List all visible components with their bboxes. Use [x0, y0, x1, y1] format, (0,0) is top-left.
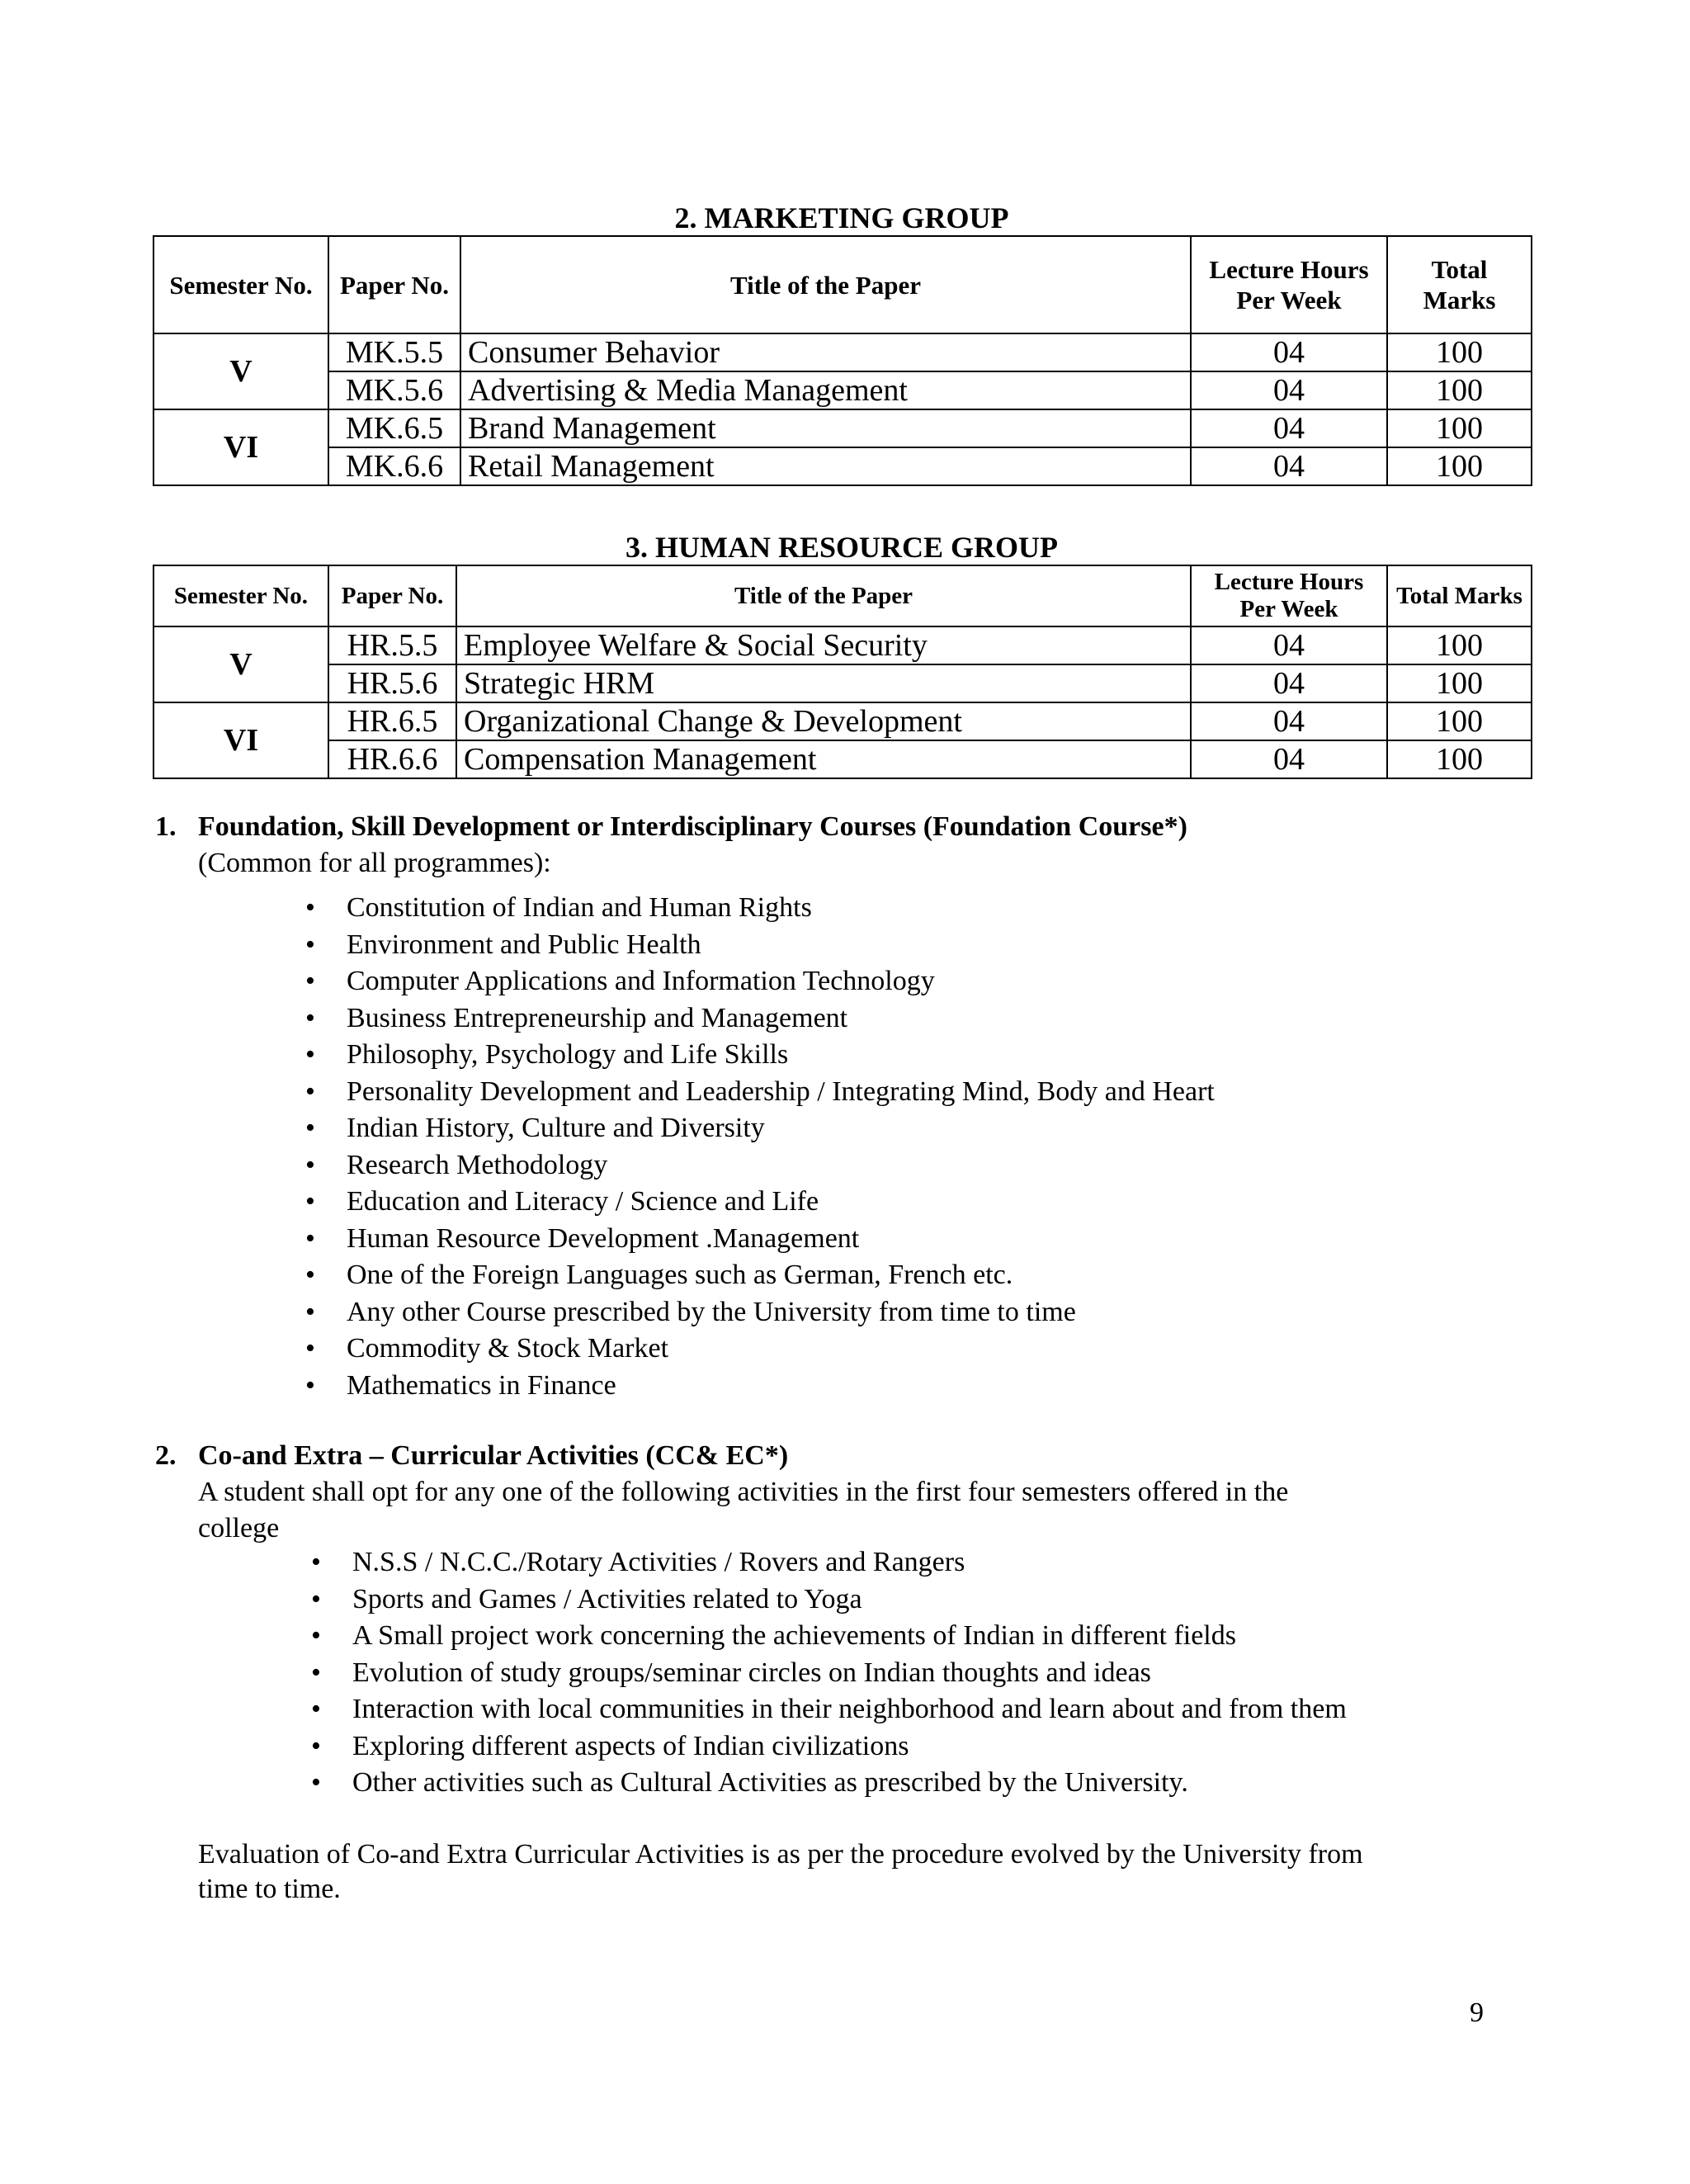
paper-cell: HR.5.5	[328, 626, 456, 664]
hr-table	[153, 565, 1532, 779]
semester-cell: VI	[153, 409, 328, 485]
page-number: 9	[1470, 1997, 1484, 2028]
marks-cell: 100	[1387, 371, 1532, 409]
list-item: • Human Resource Development .Management	[347, 1221, 1215, 1258]
hours-cell: 04	[1191, 447, 1387, 485]
paper-cell: MK.5.5	[328, 333, 460, 371]
list-item: • Sports and Games / Activities related to Yoga	[352, 1581, 1347, 1619]
list-item: • Philosophy, Psychology and Life Skills	[347, 1037, 1215, 1074]
semester-cell: V	[153, 333, 328, 409]
hr-group-title: 3. HUMAN RESOURCE GROUP	[625, 531, 1058, 564]
marks-cell: 100	[1387, 626, 1532, 664]
table-row	[153, 626, 1532, 664]
cocurricular-section	[155, 1438, 1485, 1547]
list-item: • Evolution of study groups/seminar circles on Indian thoughts and ideas	[352, 1655, 1347, 1692]
title-cell: Organizational Change & Development	[456, 702, 1191, 740]
list-item: • Commodity & Stock Market	[347, 1331, 1215, 1368]
semester-cell: VI	[153, 702, 328, 778]
marketing-table	[153, 235, 1532, 486]
marketing-group-title: 2. MARKETING GROUP	[674, 201, 1009, 234]
header-marks: Total Marks	[1387, 236, 1532, 333]
table-row	[153, 664, 1532, 702]
evaluation-paragraph	[198, 1837, 1551, 1907]
list-item: • N.S.S / N.C.C./Rotary Activities / Rovers and Rangers	[352, 1544, 1347, 1581]
list-item: • Education and Literacy / Science and Life	[347, 1184, 1215, 1221]
header-marks: Total Marks	[1387, 565, 1532, 626]
foundation-course-list	[347, 890, 1215, 1404]
paper-cell: MK.5.6	[328, 371, 460, 409]
header-hours: Lecture Hours Per Week	[1191, 236, 1387, 333]
list-item: • Computer Applications and Information Technology	[347, 963, 1215, 1000]
hours-cell: 04	[1191, 409, 1387, 447]
list-item: • Any other Course prescribed by the University from time to time	[347, 1294, 1215, 1331]
list-item: • A Small project work concerning the achievements of Indian in different fields	[352, 1618, 1347, 1655]
hours-cell: 04	[1191, 664, 1387, 702]
hours-cell: 04	[1191, 333, 1387, 371]
list-item: • Mathematics in Finance	[347, 1368, 1215, 1405]
hours-cell: 04	[1191, 702, 1387, 740]
header-paper: Paper No.	[328, 236, 460, 333]
paper-cell: HR.6.5	[328, 702, 456, 740]
title-cell: Consumer Behavior	[460, 333, 1191, 371]
header-title: Title of the Paper	[460, 236, 1191, 333]
section-heading: Foundation, Skill Development or Interdisciplinary Courses (Foundation Course*)	[198, 811, 1187, 842]
header-semester: Semester No.	[153, 565, 328, 626]
list-item: • Personality Development and Leadership / Integrating Mind, Body and Heart	[347, 1074, 1215, 1111]
header-paper: Paper No.	[328, 565, 456, 626]
table-row	[153, 740, 1532, 778]
marks-cell: 100	[1387, 447, 1532, 485]
marks-cell: 100	[1387, 702, 1532, 740]
title-cell: Retail Management	[460, 447, 1191, 485]
hours-cell: 04	[1191, 740, 1387, 778]
semester-cell: V	[153, 626, 328, 702]
list-item: • Other activities such as Cultural Activities as prescribed by the University.	[352, 1765, 1347, 1802]
list-item: • Indian History, Culture and Diversity	[347, 1110, 1215, 1147]
section-intro-line: college	[198, 1513, 280, 1543]
marks-cell: 100	[1387, 664, 1532, 702]
list-item: • Business Entrepreneurship and Management	[347, 1000, 1215, 1038]
list-item: • Research Methodology	[347, 1147, 1215, 1184]
section-heading: Co-and Extra – Curricular Activities (CC& EC*)	[198, 1440, 789, 1471]
marks-cell: 100	[1387, 409, 1532, 447]
table-row	[153, 333, 1532, 371]
title-cell: Strategic HRM	[456, 664, 1191, 702]
title-cell: Brand Management	[460, 409, 1191, 447]
paper-cell: MK.6.6	[328, 447, 460, 485]
section-number: 1.	[155, 811, 177, 842]
list-item: • One of the Foreign Languages such as German, French etc.	[347, 1257, 1215, 1294]
list-item: • Exploring different aspects of Indian civilizations	[352, 1728, 1347, 1766]
paper-cell: HR.6.6	[328, 740, 456, 778]
table-row	[153, 371, 1532, 409]
list-item: • Interaction with local communities in their neighborhood and learn about and from them	[352, 1691, 1347, 1728]
header-semester: Semester No.	[153, 236, 328, 333]
table-header-row	[153, 565, 1532, 626]
list-item: • Constitution of Indian and Human Rights	[347, 890, 1215, 927]
marks-cell: 100	[1387, 740, 1532, 778]
header-title: Title of the Paper	[456, 565, 1191, 626]
evaluation-line: time to time.	[198, 1874, 341, 1904]
header-hours: Lecture Hours Per Week	[1191, 565, 1387, 626]
paper-cell: MK.6.5	[328, 409, 460, 447]
list-item: • Environment and Public Health	[347, 927, 1215, 964]
table-row	[153, 409, 1532, 447]
table-header-row	[153, 236, 1532, 333]
title-cell: Compensation Management	[456, 740, 1191, 778]
hours-cell: 04	[1191, 626, 1387, 664]
cocurricular-activity-list	[352, 1544, 1347, 1802]
marks-cell: 100	[1387, 333, 1532, 371]
section-intro-line: A student shall opt for any one of the following activities in the first four semesters offered in the	[198, 1477, 1289, 1507]
title-cell: Employee Welfare & Social Security	[456, 626, 1191, 664]
hours-cell: 04	[1191, 371, 1387, 409]
section-subheading: (Common for all programmes):	[198, 848, 551, 878]
foundation-section	[155, 809, 1485, 882]
evaluation-line: Evaluation of Co-and Extra Curricular Activities is as per the procedure evolved by the University from	[198, 1839, 1363, 1870]
paper-cell: HR.5.6	[328, 664, 456, 702]
title-cell: Advertising & Media Management	[460, 371, 1191, 409]
table-row	[153, 702, 1532, 740]
table-row	[153, 447, 1532, 485]
section-number: 2.	[155, 1440, 177, 1471]
